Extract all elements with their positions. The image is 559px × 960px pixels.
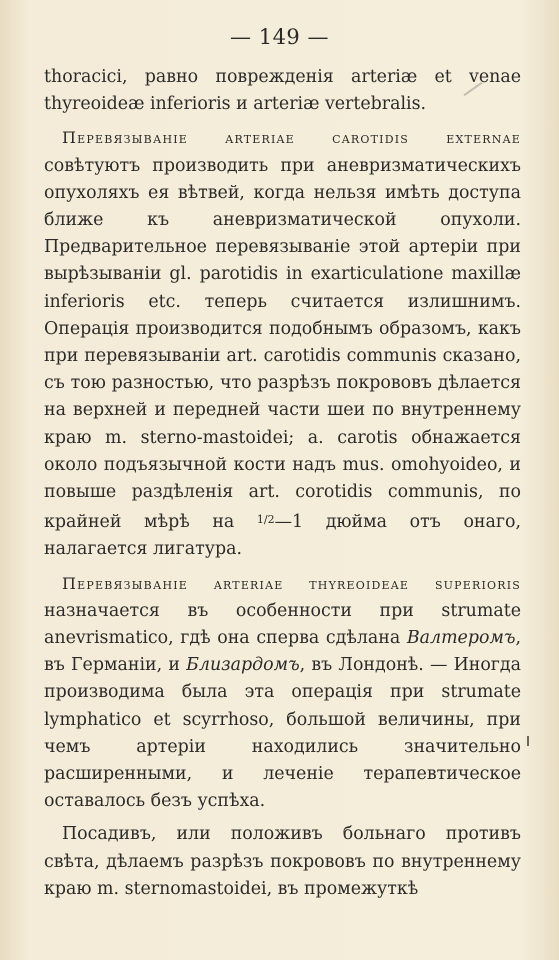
paragraph-body: , въ Германіи, и <box>44 628 521 676</box>
surgeon-name: Валтеромъ <box>406 628 516 649</box>
section-heading-external-carotid: Перевязываніе arteriae carotidis externae <box>62 128 521 148</box>
paragraph-body: совѣтуютъ производить при аневризматическихъ опухоляхъ ея вѣтвей, когда нельзя имѣть доступа ближе къ аневризматической опухоли. Предварительное перевязываніе этой артеріи при вырѣзываніи gl. parotidis in exarticulatione maxillæ inferioris etc. теперь считается излишнимъ. Операція производится подобнымъ образомъ, какъ при перевязываніи art. carotidis communis сказано, съ тою разностью, что разрѣзъ покрововъ дѣлается на верхней и передней части шеи по внутреннему краю m. sterno-mastoidei; a. carotis обнажается около подъязычной кости надъ mus. omohyoideo, и повыше раздѣленія art. corotidis communis, по крайней мѣрѣ на <box>44 155 521 533</box>
margin-mark <box>527 736 529 746</box>
paragraph-continuation: thoracici, равно поврежденія arteriæ et venae thyreoideæ inferioris и arteriæ vertebralis. <box>44 67 521 115</box>
body-text <box>44 64 521 903</box>
surgeon-name: Близардомъ <box>186 655 300 676</box>
paragraph-external-carotid <box>44 124 521 563</box>
fraction: 1/2 <box>256 513 275 527</box>
section-heading-superior-thyroid: Перевязываніе arteriae thyreoideae superioris <box>62 573 521 593</box>
page-number: — 149 — <box>230 25 329 49</box>
paragraph-body: , въ Лондонѣ. — Иногда производима была эта операція при strumate lymphatico et scyrrhoso, большой величины, при чемъ артеріи находились значительно расширенными, и леченіе терапевтическое оставалось безъ успѣха. <box>44 655 521 812</box>
paragraph-procedure: Посадивъ, или положивъ больнаго противъ свѣта, дѣлаемъ разрѣзъ покрововъ по внутреннему краю m. sternomastoidei, въ промежуткѣ <box>44 824 521 899</box>
paragraph-body: назначается въ особенности при strumate anevrismatico, гдѣ она сперва сдѣлана <box>44 600 521 649</box>
paragraph-tail: —1 дюйма отъ онаго, налагается лигатура. <box>44 512 521 560</box>
paragraph-superior-thyroid <box>44 570 521 816</box>
